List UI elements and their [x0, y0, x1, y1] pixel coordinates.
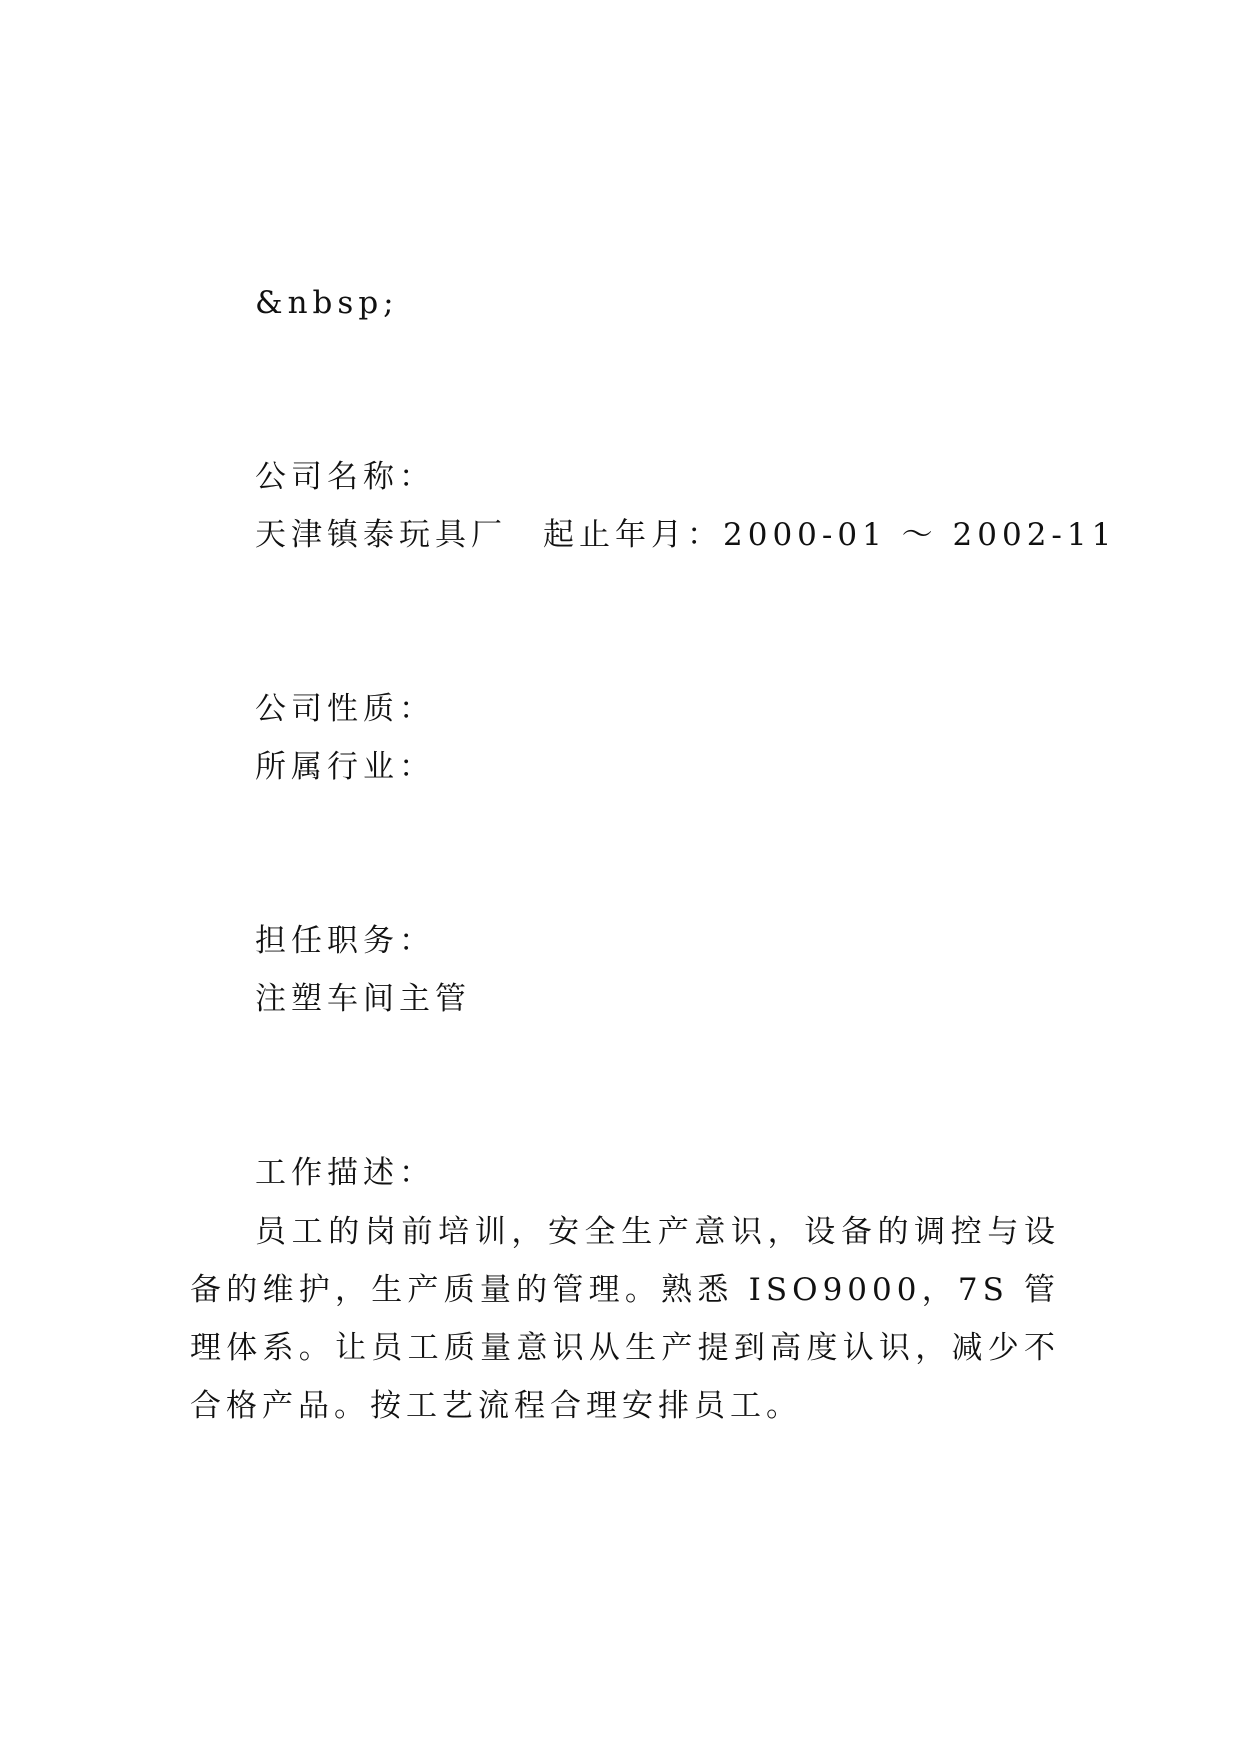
position-value: 注塑车间主管 [255, 981, 471, 1017]
position-label: 担任职务： [255, 923, 435, 959]
company-name-and-period: 天津镇泰玩具厂 起止年月：2000-01 ～ 2002-11 [255, 517, 1117, 553]
company-name-label: 公司名称： [255, 459, 435, 495]
industry-label: 所属行业： [255, 749, 435, 785]
nbsp-text: &nbsp; [255, 285, 399, 321]
description-paragraph: 员工的岗前培训，安全生产意识，设备的调控与设备的维护，生产质量的管理。熟悉 ISO9000，7S 管理体系。让员工质量意识从生产提到高度认识，减少不合格产品。按工艺流程合理安排员工。 [190, 1214, 1060, 1424]
company-nature-label: 公司性质： [255, 691, 435, 727]
description-label: 工作描述： [255, 1155, 435, 1191]
